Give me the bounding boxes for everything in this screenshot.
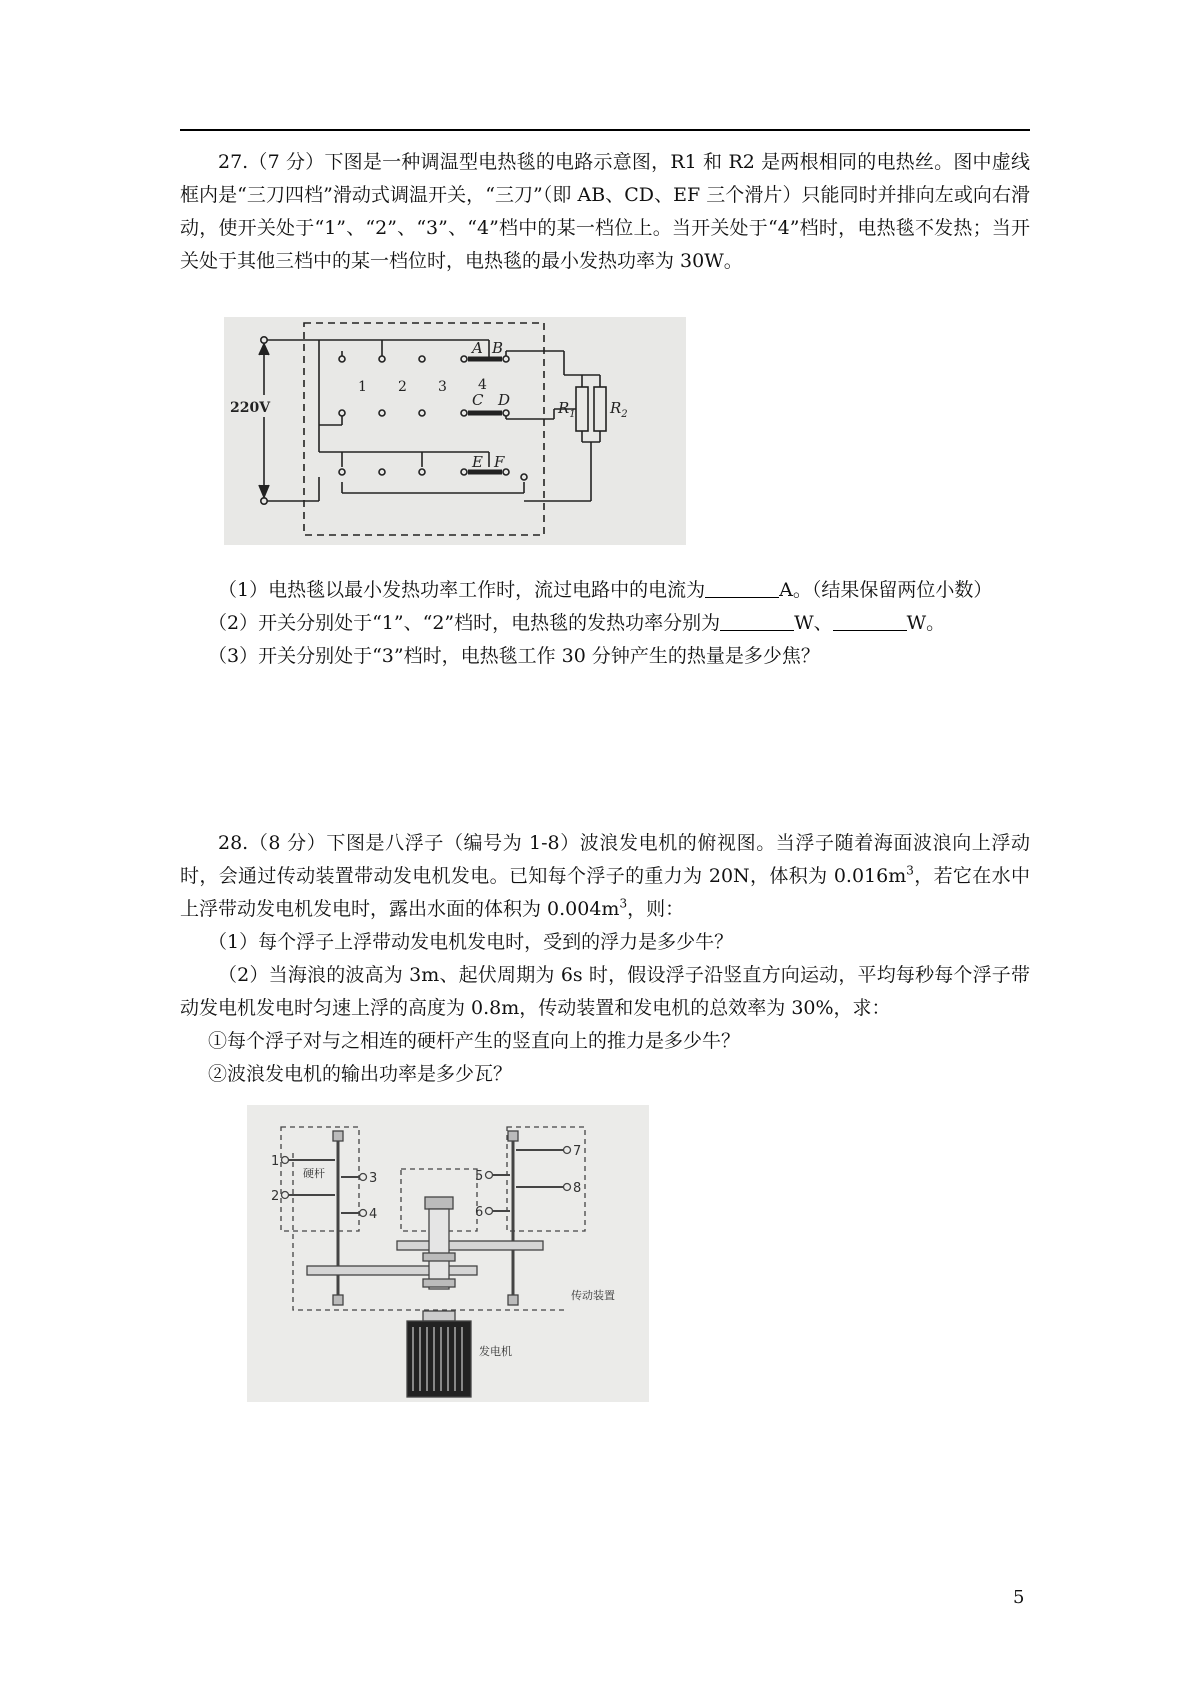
float-5 — [486, 1172, 493, 1179]
contact — [419, 410, 425, 416]
resistor-r1 — [576, 387, 588, 431]
float-2 — [282, 1192, 289, 1199]
q27-sub1-text: （1）电热毯以最小发热功率工作时，流过电路中的电流为 — [218, 579, 706, 601]
transmission-label: 传动装置 — [571, 1289, 615, 1302]
gear — [423, 1279, 455, 1287]
q27-sub2-text: （2）开关分别处于“1”、“2”档时，电热毯的发热功率分别为 — [208, 612, 721, 634]
arrow-down — [259, 485, 269, 497]
float-label-5: 5 — [475, 1169, 484, 1184]
upper-drive-shaft — [397, 1241, 543, 1250]
position-4: 4 — [478, 377, 487, 393]
float-4 — [360, 1210, 367, 1217]
q27-sub1-unit: A。（结果保留两位小数） — [779, 579, 993, 601]
float-1 — [282, 1157, 289, 1164]
q28-text-a: 下图是八浮子（编号为 1-8）波浪发电机的俯视图。当浮子随着海面波浪向上浮动时，会通过传动装置带动发电机发电。已知每个浮子的重力为 20N，体积为 0.016m — [180, 832, 1030, 887]
rod-label: 硬杆 — [303, 1167, 325, 1180]
contact — [339, 469, 345, 475]
q28-text-c: ，则： — [627, 898, 685, 920]
resistor-label-r1: $R_1$ — [558, 399, 576, 420]
wave-generator-diagram — [247, 1105, 649, 1402]
position-3: 3 — [438, 379, 447, 395]
voltage-label: 220V — [230, 400, 271, 416]
generator-coupling — [423, 1311, 455, 1321]
slider-label-b: B — [492, 339, 504, 357]
q27-sub1 — [180, 574, 1030, 607]
contact — [461, 356, 467, 362]
slider-label-d: D — [498, 391, 511, 409]
contact — [503, 356, 509, 362]
gear — [423, 1253, 455, 1261]
float-label-7: 7 — [573, 1144, 582, 1159]
q28-points: （8 分） — [248, 832, 327, 854]
bearing — [333, 1131, 343, 1141]
contact — [339, 410, 345, 416]
float-7 — [564, 1147, 571, 1154]
answer-space — [180, 673, 1030, 827]
gear-column — [429, 1209, 449, 1289]
contact — [379, 410, 385, 416]
resistor-r2 — [594, 387, 606, 431]
slider-label-e: E — [472, 453, 483, 471]
circuit-figure — [224, 317, 686, 545]
float-3 — [360, 1174, 367, 1181]
q28-sub2-part1: ①每个浮子对与之相连的硬杆产生的竖直向上的推力是多少牛？ — [208, 1030, 741, 1052]
q27-sub2-unit1: W、 — [794, 612, 833, 634]
q27-sub2-unit2: W。 — [906, 612, 946, 634]
float-label-8: 8 — [573, 1181, 582, 1196]
answer-blank[interactable] — [720, 610, 794, 631]
gear-cap — [425, 1197, 453, 1209]
q28-sub2: （2）当海浪的波高为 3m、起伏周期为 6s 时，假设浮子沿竖直方向运动，平均每秒每个浮子带动发电机发电时匀速上浮的高度为 0.8m，传动装置和发电机的总效率为 30%，求： — [180, 964, 1030, 1019]
q28-stem — [180, 827, 1030, 926]
exam-page — [180, 146, 1030, 1091]
contact — [339, 356, 345, 362]
contact — [379, 469, 385, 475]
generator-label: 发电机 — [479, 1345, 512, 1358]
answer-blank[interactable] — [705, 577, 779, 598]
answer-blank[interactable] — [833, 610, 907, 631]
q28-number: 28. — [218, 832, 249, 854]
bearing — [508, 1131, 518, 1141]
position-1: 1 — [358, 379, 367, 395]
slider-label-f: F — [494, 453, 505, 471]
q27-sub3: （3）开关分别处于“3”档时，电热毯工作 30 分钟产生的热量是多少焦？ — [208, 645, 820, 667]
wave-generator-figure — [247, 1105, 649, 1402]
position-2: 2 — [398, 379, 407, 395]
float-label-3: 3 — [369, 1171, 378, 1186]
q27-sub2 — [180, 607, 1030, 640]
slider-label-c: C — [472, 391, 484, 409]
contact — [419, 356, 425, 362]
switch-box — [304, 323, 544, 535]
q27-stem — [180, 146, 1030, 278]
contact — [461, 469, 467, 475]
contact — [461, 410, 467, 416]
contact — [503, 410, 509, 416]
q27-text: 下图是一种调温型电热毯的电路示意图，R1 和 R2 是两根相同的电热丝。图中虚线框内是“三刀四档”滑动式调温开关，“三刀”（即 AB、CD、EF 三个滑片）只能同时并排向左或向右滑动，使开关处于“1”、“2”、“3”、“4”档中的某一档位上。当开关处于“4”档时，电热毯不发热；当开关处于其他三档中的某一档位时，电热毯的最小发热功率为 30W。 — [180, 151, 1030, 272]
q28-sub2-part2: ②波浪发电机的输出功率是多少瓦？ — [208, 1063, 513, 1085]
q28-text-b: ，若它在水中上浮带动发电机发电时，露出水面的体积为 0.004m — [180, 865, 1030, 920]
bearing — [508, 1295, 518, 1305]
lower-drive-shaft — [307, 1266, 477, 1275]
page-number: 5 — [1013, 1587, 1025, 1608]
arrow-up — [259, 344, 269, 355]
slider-label-a: A — [472, 339, 483, 357]
q27-points: （7 分） — [248, 151, 325, 173]
circuit-diagram — [224, 317, 686, 545]
float-label-1: 1 — [271, 1154, 280, 1169]
contact — [419, 469, 425, 475]
bearing — [333, 1295, 343, 1305]
float-6 — [486, 1208, 493, 1215]
contact — [521, 474, 527, 480]
float-label-6: 6 — [475, 1205, 484, 1220]
contact — [379, 356, 385, 362]
float-label-2: 2 — [271, 1189, 280, 1204]
float-label-4: 4 — [369, 1207, 378, 1222]
right-float-box — [507, 1127, 585, 1231]
float-8 — [564, 1184, 571, 1191]
header-rule — [180, 129, 1030, 131]
q28-sup1: 3 — [906, 863, 914, 878]
q28-sub1: （1）每个浮子上浮带动发电机发电时，受到的浮力是多少牛？ — [208, 931, 734, 953]
q27-number: 27. — [218, 151, 249, 173]
resistor-label-r2: $R_2$ — [610, 399, 628, 420]
q28-sup2: 3 — [619, 896, 628, 911]
